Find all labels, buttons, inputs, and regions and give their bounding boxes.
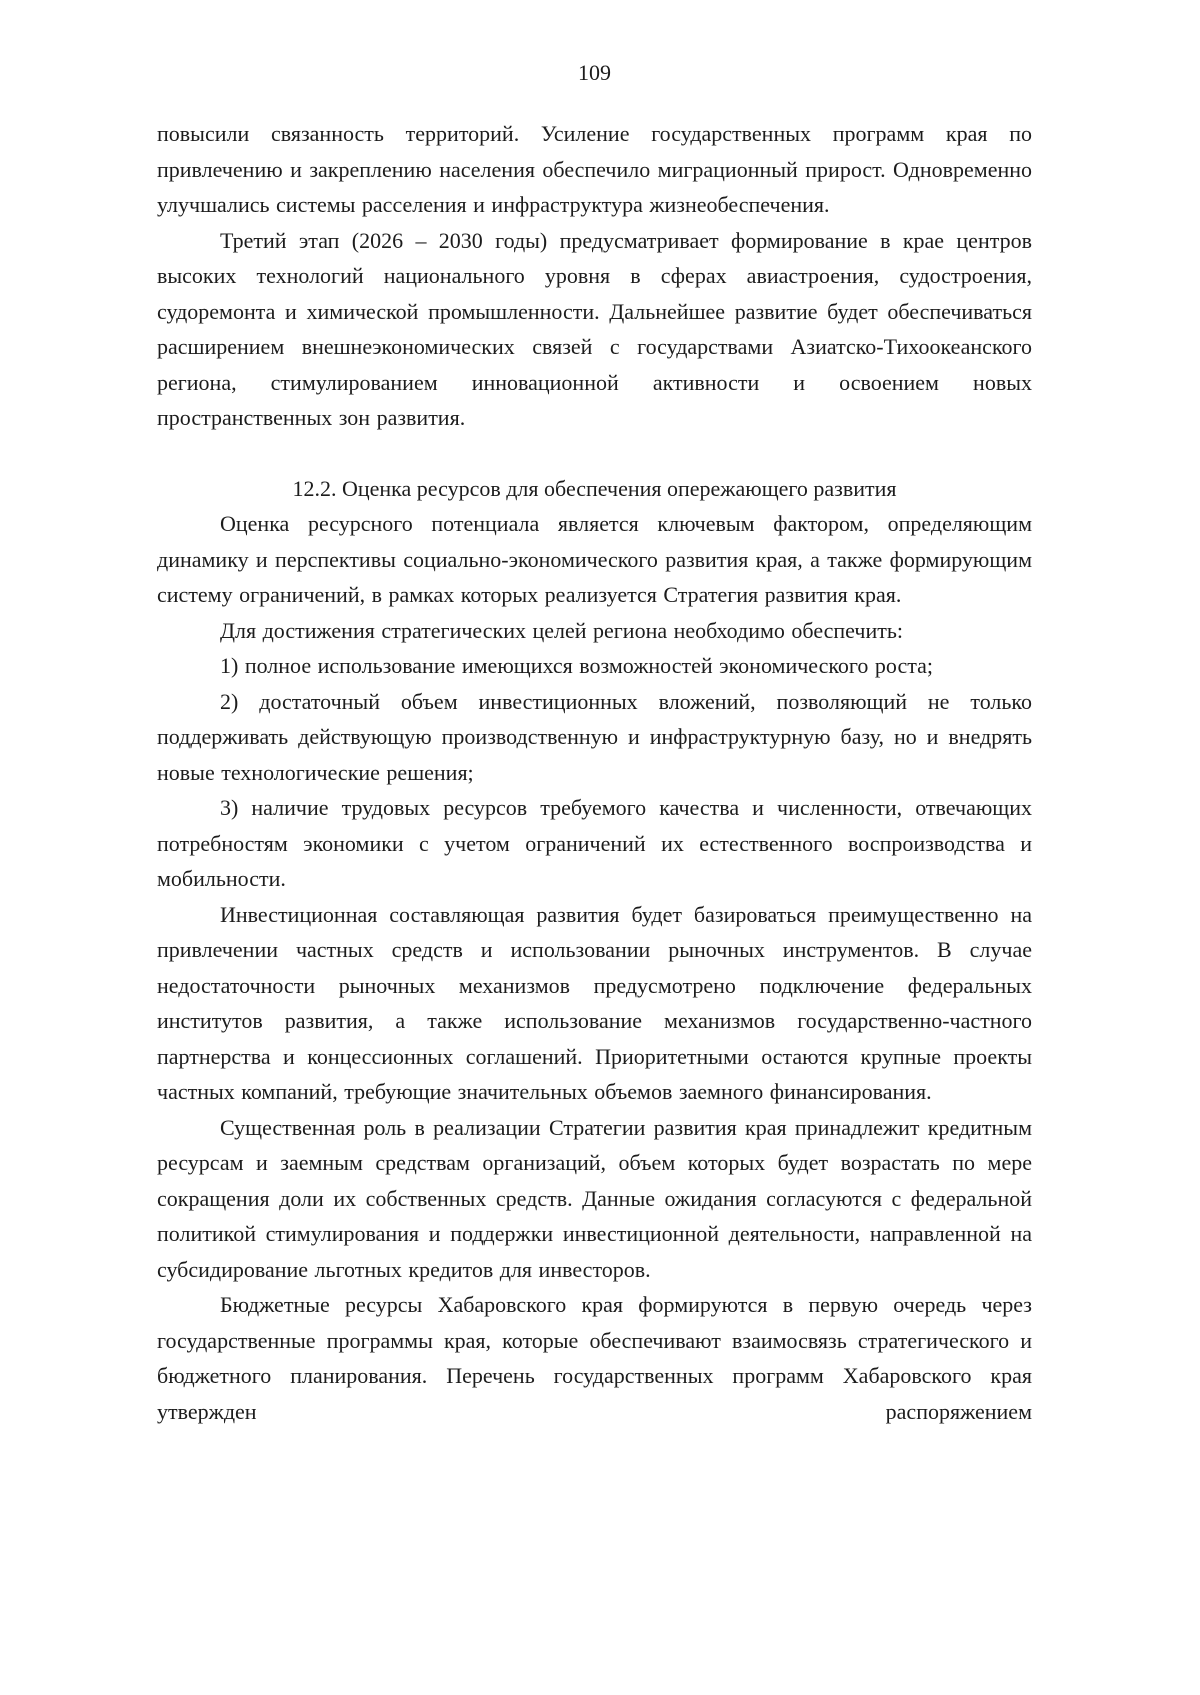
paragraph: Оценка ресурсного потенциала является ключевым фактором, определяющим динамику и перспективы социально-экономического развития края, а также формирующим систему ограничений, в рамках которых реализуется Стратегия развития края.: [157, 511, 1032, 607]
section-heading: 12.2. Оценка ресурсов для обеспечения опережающего развития: [292, 475, 897, 501]
paragraph: Третий этап (2026 – 2030 годы) предусматривает формирование в крае центров высоких технологий национального уровня в сферах авиастроения, судостроения, судоремонта и химической промышленности. Дальнейшее развитие будет обеспечиваться расширением внешнеэкономических связей с государствами Азиатско-Тихоокеанского региона, стимулированием инновационной активности и освоением новых пространственных зон развития.: [157, 227, 1032, 430]
list-item-3: 3) наличие трудовых ресурсов требуемого качества и численности, отвечающих потребностям экономики с учетом ограничений их естественного воспроизводства и мобильности.: [157, 795, 1032, 891]
paragraph: Существенная роль в реализации Стратегии развития края принадлежит кредитным ресурсам и заемным средствам организаций, объем которых будет возрастать по мере сокращения доли их собственных средств. Данные ожидания согласуются с федеральной политикой стимулирования и поддержки инвестиционной деятельности, направленной на субсидирование льготных кредитов для инвесторов.: [157, 1114, 1032, 1282]
list-item-1: 1) полное использование имеющихся возможностей экономического роста;: [220, 653, 933, 678]
paragraph: повысили связанность территорий. Усиление государственных программ края по привлечению и закреплению населения обеспечило миграционный прирост. Одновременно улучшались системы расселения и инфраструктура жизнеобеспечения.: [157, 121, 1032, 217]
paragraph: Инвестиционная составляющая развития будет базироваться преимущественно на привлечении частных средств и использовании рыночных инструментов. В случае недостаточности рыночных механизмов предусмотрено подключение федеральных институтов развития, а также использование механизмов государственно-частного партнерства и концессионных соглашений. Приоритетными остаются крупные проекты частных компаний, требующие значительных объемов заемного финансирования.: [157, 901, 1032, 1104]
paragraph: Бюджетные ресурсы Хабаровского края формируются в первую очередь через государственные программы края, которые обеспечивают взаимосвязь стратегического и бюджетного планирования. Перечень государственных программ Хабаровского края утвержден распоряжением: [157, 1292, 1032, 1424]
page-number: 109: [578, 60, 611, 85]
paragraph: Для достижения стратегических целей региона необходимо обеспечить:: [220, 617, 903, 643]
list-item-2: 2) достаточный объем инвестиционных вложений, позволяющий не только поддерживать действующую производственную и инфраструктурную базу, но и внедрять новые технологические решения;: [157, 688, 1032, 785]
